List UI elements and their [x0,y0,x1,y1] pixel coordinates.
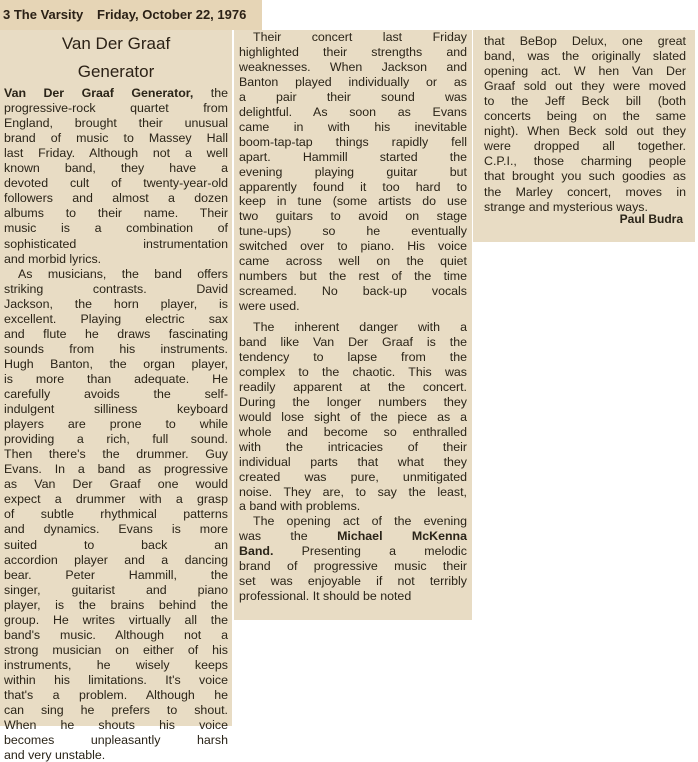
text-line: switched over to piano. His voice [239,239,467,254]
text-line: was the Michael McKenna [239,529,467,544]
text-line: screamed. No back-up vocals [239,284,467,299]
text-line: two guitars to avoid on stage [239,209,467,224]
text-line: players are prone to while [4,417,228,432]
text-line: bear. Peter Hammill, the [4,567,228,582]
text-line: band like Van Der Graaf is the [239,335,467,349]
text-line: tendency to lapse from the [239,349,467,364]
text-line: were dropped all together. [484,139,686,154]
text-line: set was enjoyable if not terribly [239,574,467,589]
text-line: brand of progressive music their [239,559,467,574]
article-column-1 [0,30,232,762]
text-line: concerts being on the same [484,109,686,124]
text-line: Jackson, the horn player, is [4,296,228,311]
text-line: indulgent silliness keyboard [4,402,228,417]
text-line: noise. They are, to say the least, [239,484,467,499]
text-line: sophisticated instrumentation [4,236,228,251]
text-line: known band, they have a [4,161,228,176]
text-line: Van Der Graaf Generator, the [4,86,228,100]
headline-line-2: Generator [77,62,155,81]
text-line: is more than adequate. He [4,371,228,386]
text-line: strange and mysterious ways. [484,199,648,214]
text-line: as Van Der Graaf one would [4,477,228,492]
text-line: and morbid lyrics. [4,251,102,266]
text-line: The opening act of the evening [253,514,467,529]
text-line: and flute he draws fascinating [4,326,228,341]
text-line: opening act. W hen Van Der [484,64,686,79]
byline: Paul Budra [619,212,683,226]
text-line: band's music. Although not a [4,627,228,642]
text-line: C.P.I., those charming people [484,154,686,169]
text-line: within his limitations. It's voice [4,672,228,687]
text-line: a pair their sound was [239,89,467,104]
text-line: As musicians, the band offers [18,266,228,281]
text-line: professional. It should be noted [239,589,412,604]
headline-line-1: Van Der Graaf [61,34,171,53]
text-line: apart. Hammill started the [239,149,467,164]
text-line: The inherent danger with a [253,320,467,335]
text-line: Banton played individually or as [239,74,467,89]
text-line: of subtle rhythmical patterns [4,507,228,522]
text-line: boom-tap-tap things rapidly fell [239,134,467,149]
text-line: Then there's the drummer. Guy [4,447,228,462]
article-column-2 [234,30,472,620]
text-line: striking contrasts. David [4,281,228,296]
text-line: sounds from his instruments. [4,341,228,356]
text-line: a band with problems. [239,499,361,514]
text-line: night). When Beck sold out they [484,124,686,139]
text-line: England, brought their unusual [4,116,228,131]
text-line: Evans. In a band as progressive [4,462,228,477]
text-line: would lose sight of the piece as a [239,409,467,424]
text-line: and dynamics. Evans is more [4,522,228,537]
text-line: brand of music to Massey Hall [4,131,228,146]
text-line: singer, guitarist and piano [4,582,228,597]
text-line: can sing he prefers to shout. [4,703,228,718]
text-line: progressive-rock quartet from [4,101,228,116]
text-line: that BeBop Delux, one great [484,34,686,48]
text-line: weaknesses. When Jackson and [239,59,467,74]
text-line: devoted cult of twenty-year-old [4,176,228,191]
text-line: During the longer numbers they [239,394,467,409]
text-line: carefully avoids the self- [4,387,228,401]
text-line: created was pure, unmitigated [239,469,467,484]
text-line: player, is the brains behind the [4,597,228,612]
text-line: highlighted their strengths and [239,44,467,59]
text-line: group. He writes virtually all the [4,612,228,627]
text-line: that brought you such goodies as [484,169,686,184]
column-3-text [473,30,695,242]
text-line: albums to their name. Their [4,206,228,221]
article-column-3 [473,30,695,242]
text-line: evening playing guitar but [239,164,467,179]
text-line: with the intricacies of their [239,439,467,454]
text-line: and very unstable. [4,748,106,762]
text-line: expect a drummer with a grasp [4,492,228,507]
text-line: tune-ups) so he eventually [239,224,467,239]
text-line: Band. Presenting a melodic [239,544,467,559]
text-line: to the Jeff Beck bill (both [484,94,686,109]
text-line: suited to back an [4,537,228,552]
column-1-text [0,30,232,762]
text-line: Their concert last Friday [253,30,467,44]
text-line: instruments, he wisely keeps [4,657,228,672]
text-line: delightful. As soon as Evans [239,104,467,119]
text-line: individual parts that what they [239,454,467,469]
text-line: last Friday. Although not a well [4,146,228,161]
text-line: whole and become so enthralled [239,424,467,439]
text-line: When he shouts his voice [4,718,228,733]
text-line: Hugh Banton, the organ player, [4,356,228,371]
text-line: strong musician on either of his [4,642,228,657]
masthead [0,0,262,30]
text-line: music is a combination of [4,221,228,236]
text-line: becomes unpleasantly harsh [4,733,228,748]
text-line: numbers but the rest of the time [239,269,467,284]
newspaper-name: 3 The Varsity [3,7,84,22]
text-line: followers and almost a dozen [4,191,228,206]
text-line: complex to the chaotic. This was [239,364,467,379]
issue-date: Friday, October 22, 1976 [97,7,247,22]
text-line: providing a rich, full sound. [4,432,228,447]
text-line: were used. [239,299,300,314]
text-line: Graaf sold out they were moved [484,79,686,94]
text-line: band, was the originally slated [484,49,686,64]
text-line: readily apparent at the concert. [239,379,467,394]
text-line: keep in tune (some artists do use [239,194,467,209]
column-2-text [234,30,472,620]
text-line: the Marley concert, moves in [484,184,686,199]
text-line: that's a problem. Although he [4,688,228,702]
text-line: came across well on the quiet [239,254,467,269]
text-line: accordion player and a dancing [4,552,228,567]
text-line: excellent. Playing electric sax [4,311,228,326]
text-line: apparently found it too hard to [239,179,467,194]
text-line: came in with his inevitable [239,119,467,134]
